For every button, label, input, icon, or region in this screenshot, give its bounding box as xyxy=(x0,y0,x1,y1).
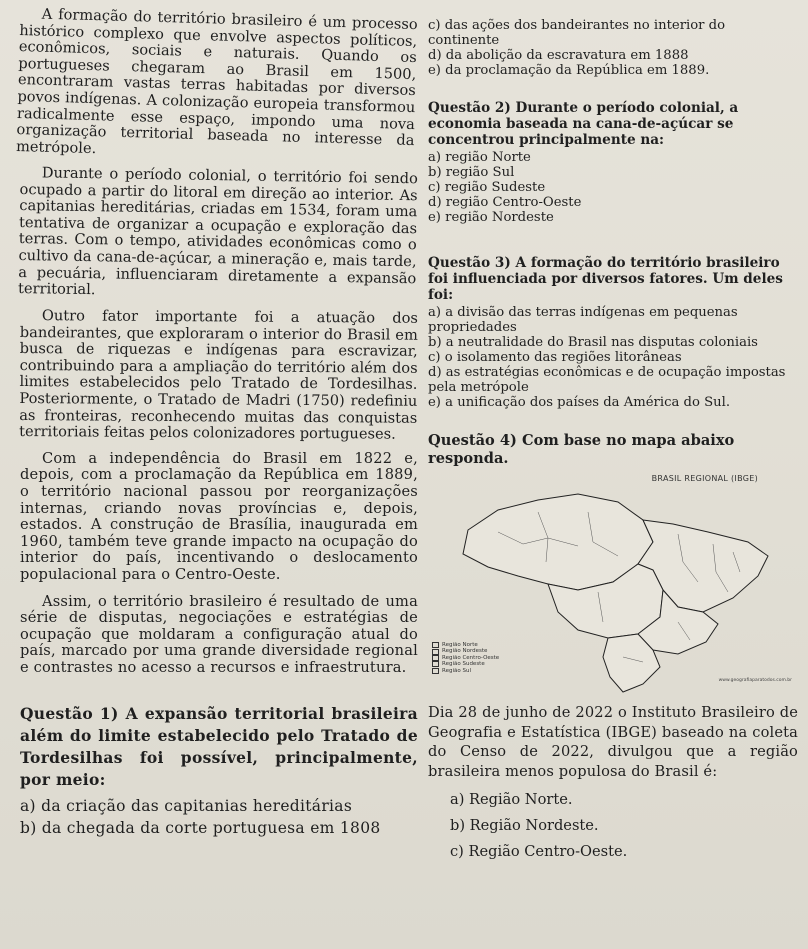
text-bandeirantes: Outro fator importante foi a atuação dos bandeirantes, que exploraram o interior do Brasil em busca de riquezas e indígenas para escravizar, contribuindo para a ampliação do território além dos limites estabelecidos pelo Tratado de Tordesilhas. Posteriormente, o Tratado de Madri (1750) redefiniu as fronteiras, reconhecendo muitas das conquistas territoriais feitas pelos colonizadores portugueses. xyxy=(19,307,418,443)
question-4-option-c[interactable]: c) Região Centro-Oeste. xyxy=(450,843,628,860)
question-3-option-d[interactable]: d) as estratégias econômicas e de ocupação impostas pela metrópole xyxy=(428,365,786,395)
legend-item-sul: Região Sul xyxy=(432,668,499,674)
question-2-option-d[interactable]: d) região Centro-Oeste xyxy=(428,195,582,210)
question-1-option-a[interactable]: a) da criação das capitanias hereditárias xyxy=(20,796,353,815)
text-intro: A formação do território brasileiro é um processo histórico complexo que envolve aspectos políticos, econômicos, sociais e naturais. Quando os portugueses chegaram ao Brasil em 1500, encontraram vastas terras habitadas por diversos povos indígenas. A colonização europeia transformou radicalmente esse espaço, impondo uma nova organização territorial baseada no interesse da metrópole. xyxy=(15,5,418,157)
question-3-option-c[interactable]: c) o isolamento das regiões litorâneas xyxy=(428,350,682,365)
map-credit: www.geografiaparatodos.com.br xyxy=(718,678,792,683)
map-legend xyxy=(432,642,499,674)
question-3-title: Questão 3) A formação do território brasileiro foi influenciada por diversos fatores. Um deles foi: xyxy=(428,255,783,303)
question-2-title: Questão 2) Durante o período colonial, a economia baseada na cana-de-açúcar se concentrou principalmente na: xyxy=(428,100,739,148)
question-1-option-c[interactable]: c) das ações dos bandeirantes no interior do continente xyxy=(428,18,726,48)
question-2-option-b[interactable]: b) região Sul xyxy=(428,165,515,180)
question-2-option-a[interactable]: a) região Norte xyxy=(428,150,531,165)
question-3-option-b[interactable]: b) a neutralidade do Brasil nas disputas coloniais xyxy=(428,335,758,350)
question-4 xyxy=(428,432,798,863)
question-2-option-c[interactable]: c) região Sudeste xyxy=(428,180,546,195)
question-1-option-e[interactable]: e) da proclamação da República em 1889. xyxy=(428,63,710,78)
question-3 xyxy=(428,255,798,410)
legend-item-sudeste: Região Sudeste xyxy=(432,661,499,667)
question-1-option-b[interactable]: b) da chegada da corte portuguesa em 1808 xyxy=(20,818,381,837)
question-4-option-a[interactable]: a) Região Norte. xyxy=(450,791,573,808)
map-title: BRASIL REGIONAL (IBGE) xyxy=(651,474,758,483)
question-3-option-a[interactable]: a) a divisão das terras indígenas em pequenas propriedades xyxy=(428,305,738,335)
question-1-continued xyxy=(428,18,798,78)
text-conclusao: Assim, o território brasileiro é resultado de uma série de disputas, negociações e estratégias de ocupação que moldaram a configuração atual do país, marcado por uma grande diversidade regional e contrastes no acesso a recursos e infraestrutura. xyxy=(20,592,418,676)
question-4-text: Dia 28 de junho de 2022 o Instituto Brasileiro de Geografia e Estatística (IBGE) baseado na coleta do Censo de 2022, divulgou que a região brasileira menos populosa do Brasil é: xyxy=(428,704,798,780)
text-independencia: Com a independência do Brasil em 1822 e, depois, com a proclamação da República em 1889, o território nacional passou por reorganizações internas, criando novas províncias e, depois, estados. A construção de Brasília, inaugurada em 1960, também teve grande impacto na ocupação do interior do país, incentivando o deslocamento populacional para o Centro-Oeste. xyxy=(20,449,418,583)
question-1-option-d[interactable]: d) da abolição da escravatura em 1888 xyxy=(428,48,689,63)
question-2 xyxy=(428,100,798,225)
legend-item-nordeste: Região Nordeste xyxy=(432,648,499,654)
question-4-title: Questão 4) Com base no mapa abaixo responda. xyxy=(428,432,735,467)
question-2-option-e[interactable]: e) região Nordeste xyxy=(428,210,554,225)
question-1-title: Questão 1) A expansão territorial brasileira além do limite estabelecido pelo Tratado de Tordesilhas foi possível, principalmente, por meio: xyxy=(20,703,418,789)
question-4-option-b[interactable]: b) Região Nordeste. xyxy=(450,817,599,834)
question-3-option-e[interactable]: e) a unificação dos países da América do Sul. xyxy=(428,395,731,410)
brazil-regions-map xyxy=(428,472,798,697)
left-column xyxy=(15,5,418,839)
legend-item-norte: Região Norte xyxy=(432,642,499,648)
right-column xyxy=(428,18,798,867)
text-colonial: Durante o período colonial, o território foi sendo ocupado a partir do litoral em direção ao interior. As capitanias hereditárias, criadas em 1534, foram uma tentativa de organizar a ocupação e exploração das terras. Com o tempo, atividades econômicas como o cultivo da cana-de-açúcar, a mineração e, mais tarde, a pecuária, influenciaram diretamente a expansão territorial. xyxy=(17,164,418,299)
legend-item-centro-oeste: Região Centro-Oeste xyxy=(432,655,499,661)
